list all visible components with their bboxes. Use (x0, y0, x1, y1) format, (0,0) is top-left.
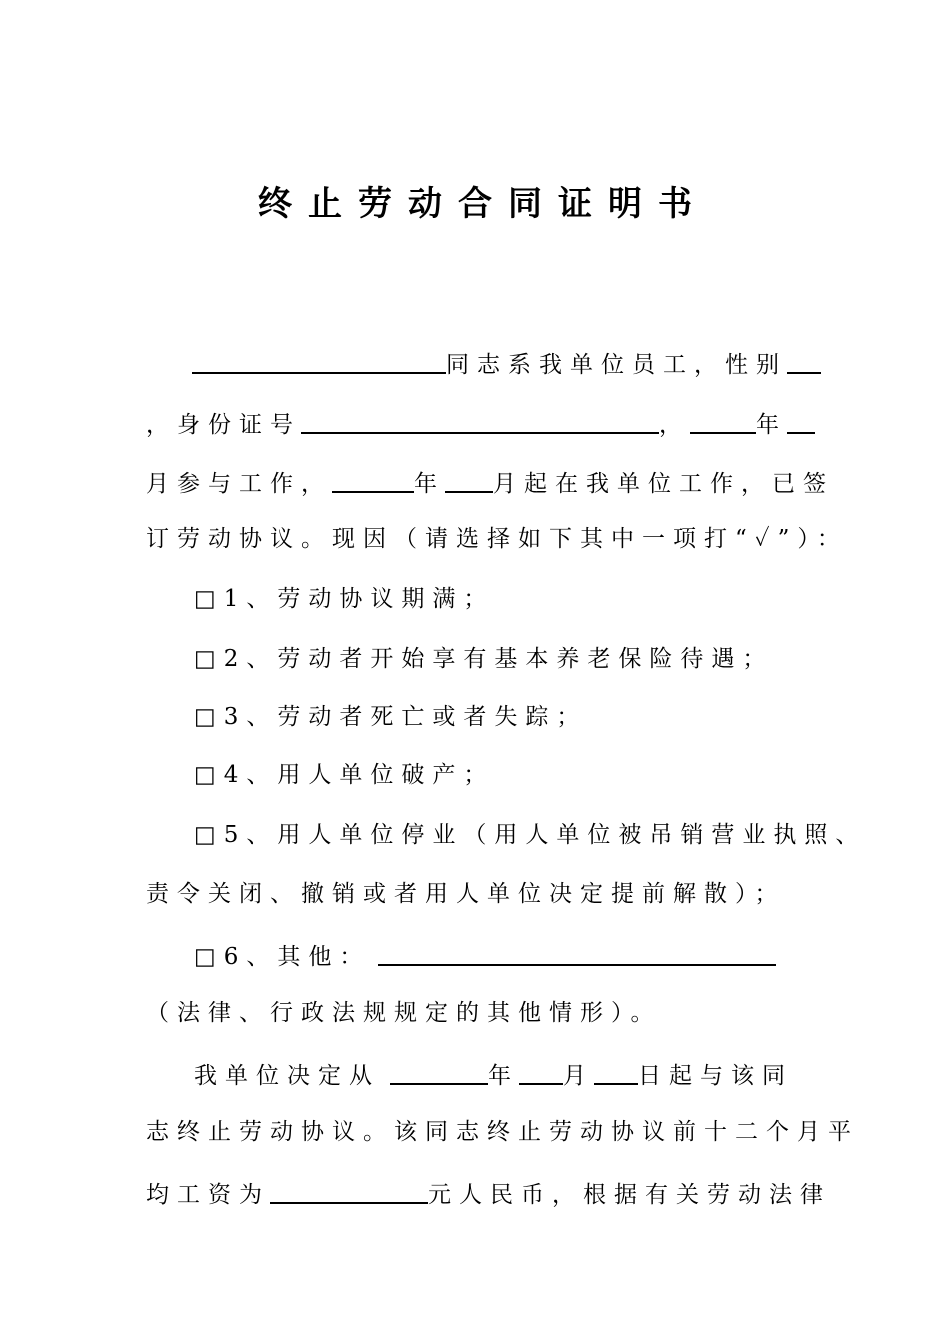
other-note: （法律、行政法规规定的其他情形）。 (146, 1000, 662, 1026)
para1-line3 (146, 465, 834, 499)
start-year-blank[interactable] (690, 406, 756, 434)
end-year-blank[interactable] (390, 1057, 488, 1085)
salary-blank[interactable] (270, 1176, 428, 1204)
option-5-continued: 责令关闭、撤销或者用人单位决定提前解散）； (146, 881, 786, 907)
year-label: 年 (414, 471, 445, 497)
para1-line1-text: 同志系我单位员工，性别 (446, 352, 787, 378)
option-6-label: □6、其他： (194, 944, 371, 970)
document-title: 终止劳动合同证明书 (258, 184, 708, 224)
para1-line1 (192, 346, 821, 380)
month-label: 月 (563, 1063, 594, 1089)
option-4[interactable]: □4、用人单位破产； (194, 762, 495, 788)
id-label: ，身份证号 (146, 412, 301, 438)
option-5[interactable]: □5、用人单位停业（用人单位被吊销营业执照、 (194, 822, 867, 848)
name-blank[interactable] (192, 346, 446, 374)
para2-line3-tail: 元人民币，根据有关劳动法律 (428, 1182, 831, 1208)
para2-line3 (146, 1176, 831, 1210)
para2-line2: 志终止劳动协议。该同志终止劳动协议前十二个月平 (146, 1119, 859, 1145)
id-number-blank[interactable] (301, 406, 659, 434)
option-2[interactable]: □2、劳动者开始享有基本养老保险待遇； (194, 646, 774, 672)
para1-line3-tail: 月起在我单位工作，已签 (493, 471, 834, 497)
para2-line1-tail: 日起与该同 (638, 1063, 793, 1089)
start-month-blank[interactable] (787, 406, 815, 434)
comma: ， (659, 412, 690, 438)
join-year-blank[interactable] (332, 465, 414, 493)
join-month-blank[interactable] (445, 465, 493, 493)
option-6[interactable] (194, 938, 776, 972)
gender-blank[interactable] (787, 346, 821, 374)
para1-line4: 订劳动协议。现因（请选择如下其中一项打“✓”）： (146, 526, 848, 552)
para2-line1 (194, 1057, 793, 1091)
salary-label: 均工资为 (146, 1182, 270, 1208)
end-month-blank[interactable] (519, 1057, 563, 1085)
option-3[interactable]: □3、劳动者死亡或者失踪； (194, 704, 588, 730)
year-label: 年 (756, 412, 787, 438)
other-reason-blank[interactable] (378, 938, 776, 966)
para1-line2 (146, 406, 815, 440)
decision-label: 我单位决定从 (194, 1063, 380, 1089)
option-1[interactable]: □1、劳动协议期满； (194, 586, 495, 612)
year-label: 年 (488, 1063, 519, 1089)
end-day-blank[interactable] (594, 1057, 638, 1085)
work-start-label: 月参与工作， (146, 471, 332, 497)
